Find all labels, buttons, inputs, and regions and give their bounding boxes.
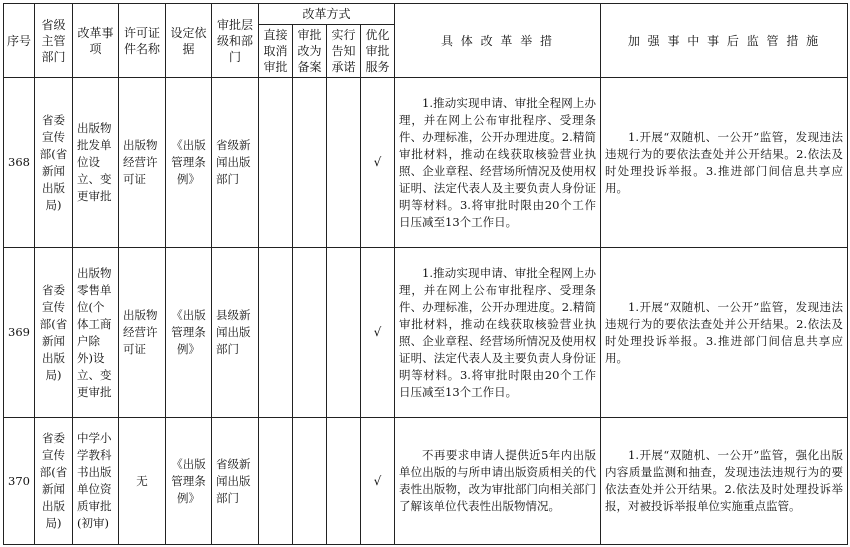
cell-permit: 出版物经营许可证 (119, 78, 166, 248)
cell-seq: 370 (4, 418, 35, 545)
cell-measures: 1.推动实现申请、审批全程网上办理，并在网上公布审批程序、受理条件、办理标准，公开办理进度。2.精简审批材料，推动在线获取核验营业执照、企业章程、经营场所情况及使用权证明、法定代表人及主要负责人身份证明等材料。3.将审批时限由20个工作日压减至13个工作日。 (395, 248, 601, 418)
header-mode-optimize: 优化审批服务 (361, 25, 395, 78)
header-basis: 设定依据 (166, 4, 212, 78)
cell-basis: 《出版管理条例》 (166, 418, 212, 545)
cell-mode-notify (327, 248, 361, 418)
cell-dept: 省委宣传部(省新闻出版局) (35, 418, 73, 545)
cell-mode-filing (293, 78, 327, 248)
cell-permit: 无 (119, 418, 166, 545)
table-row (4, 78, 848, 248)
cell-basis: 《出版管理条例》 (166, 78, 212, 248)
header-row-top (4, 4, 848, 25)
cell-mode-cancel (259, 418, 293, 545)
header-level: 审批层级和部门 (212, 4, 259, 78)
cell-seq: 368 (4, 78, 35, 248)
cell-mode-cancel (259, 78, 293, 248)
header-permit: 许可证件名称 (119, 4, 166, 78)
cell-mode-optimize: √ (361, 248, 395, 418)
cell-basis: 《出版管理条例》 (166, 248, 212, 418)
cell-dept: 省委宣传部(省新闻出版局) (35, 248, 73, 418)
header-mode-cancel: 直接取消审批 (259, 25, 293, 78)
reform-table (3, 3, 848, 545)
cell-supervision: 1.开展“双随机、一公开”监管，发现违法违规行为的要依法查处并公开结果。2.依法及时处理投诉举报。3.推进部门间信息共享应用。 (601, 248, 848, 418)
cell-mode-filing (293, 248, 327, 418)
header-dept: 省级主管部门 (35, 4, 73, 78)
header-item: 改革事项 (73, 4, 119, 78)
header-supervision: 加 强 事 中 事 后 监 管 措 施 (601, 4, 848, 78)
cell-mode-notify (327, 418, 361, 545)
cell-measures: 1.推动实现申请、审批全程网上办理，并在网上公布审批程序、受理条件、办理标准，公开办理进度。2.精简审批材料，推动在线获取核验营业执照、企业章程、经营场所情况及使用权证明、法定代表人及主要负责人身份证明等材料。3.将审批时限由20个工作日压减至13个工作日。 (395, 78, 601, 248)
cell-item: 中学小学教科书出版单位资质审批(初审) (73, 418, 119, 545)
cell-level: 县级新闻出版部门 (212, 248, 259, 418)
table-row (4, 248, 848, 418)
cell-mode-optimize: √ (361, 78, 395, 248)
cell-permit: 出版物经营许可证 (119, 248, 166, 418)
header-measures: 具 体 改 革 举 措 (395, 4, 601, 78)
cell-item: 出版物零售单位(个体工商户除外)设立、变更审批 (73, 248, 119, 418)
header-mode-filing: 审批改为备案 (293, 25, 327, 78)
cell-seq: 369 (4, 248, 35, 418)
cell-item: 出版物批发单位设立、变更审批 (73, 78, 119, 248)
cell-mode-notify (327, 78, 361, 248)
cell-measures: 不再要求申请人提供近5年内出版单位出版的与所申请出版资质相关的代表性出版物，改为审批部门向相关部门了解该单位代表性出版物情况。 (395, 418, 601, 545)
header-mode-group: 改革方式 (259, 4, 395, 25)
header-mode-notify: 实行告知承诺 (327, 25, 361, 78)
cell-mode-optimize: √ (361, 418, 395, 545)
cell-level: 省级新闻出版部门 (212, 418, 259, 545)
cell-mode-cancel (259, 248, 293, 418)
cell-supervision: 1.开展“双随机、一公开”监管，强化出版内容质量监测和抽查，发现违法违规行为的要依法查处并公开结果。2.依法及时处理投诉举报，对被投诉举报单位实施重点监管。 (601, 418, 848, 545)
table-row (4, 418, 848, 545)
cell-mode-filing (293, 418, 327, 545)
cell-supervision: 1.开展“双随机、一公开”监管，发现违法违规行为的要依法查处并公开结果。2.依法及时处理投诉举报。3.推进部门间信息共享应用。 (601, 78, 848, 248)
cell-dept: 省委宣传部(省新闻出版局) (35, 78, 73, 248)
cell-level: 省级新闻出版部门 (212, 78, 259, 248)
header-seq: 序号 (4, 4, 35, 78)
